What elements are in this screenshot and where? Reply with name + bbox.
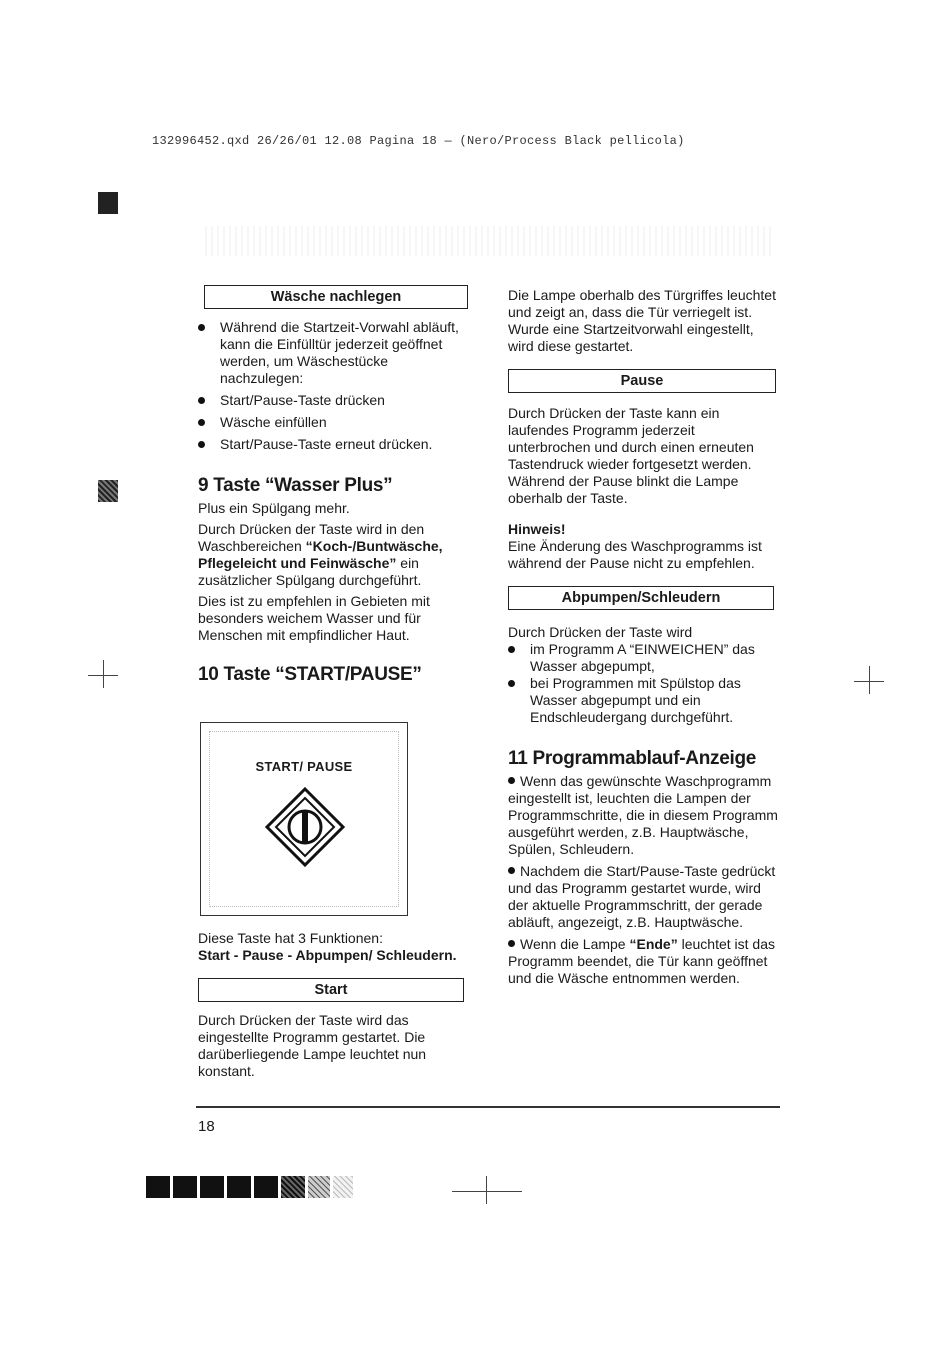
section-title-abpumpen: Abpumpen/Schleudern xyxy=(508,586,774,610)
intro-paragraph-2: Wurde eine Startzeitvorwahl eingestellt, wird diese gestartet. xyxy=(508,321,754,354)
section-title-start: Start xyxy=(198,978,464,1002)
start-pause-button-icon xyxy=(263,785,347,869)
functions-list: Start - Pause - Abpumpen/ Schleudern. xyxy=(198,947,457,963)
section-heading-9: 9 Taste “Wasser Plus” xyxy=(198,475,393,496)
list-item: Start/Pause-Taste drücken xyxy=(198,392,470,409)
right-column xyxy=(508,287,780,987)
list-item: bei Programmen mit Spülstop das Wasser abgepumpt und ein Endschleudergang durchgeführt. xyxy=(508,675,780,726)
intro-paragraph-1: Die Lampe oberhalb des Türgriffes leuchtet und zeigt an, dass die Tür verriegelt ist. xyxy=(508,287,776,320)
hinweis-title: Hinweis! xyxy=(508,521,566,537)
list-item: Während die Startzeit-Vorwahl abläuft, kann die Einfülltür jederzeit geöffnet werden, um Wäschestücke nachzulegen: xyxy=(198,319,470,387)
section-9-paragraph-2: Dies ist zu empfehlen in Gebieten mit besonders weichem Wasser und für Menschen mit empfindlicher Haut. xyxy=(198,593,430,643)
section-9-intro: Plus ein Spülgang mehr. xyxy=(198,500,350,516)
list-item: Wäsche einfüllen xyxy=(198,414,470,431)
pause-text: Durch Drücken der Taste kann ein laufendes Programm jederzeit unterbrochen und durch einen erneuten Tastendruck wieder fortgesetzt werden. Während der Pause blinkt die Lampe oberhalb der Taste. xyxy=(508,405,754,506)
density-bar xyxy=(146,1176,356,1198)
section-heading-11: 11 Programmablauf-Anzeige xyxy=(508,748,757,769)
functions-intro: Diese Taste hat 3 Funktionen: xyxy=(198,930,383,946)
list-item: im Programm A “EINWEICHEN” das Wasser abgepumpt, xyxy=(508,641,780,675)
print-header: 132996452.qxd 26/26/01 12.08 Pagina 18 — (Nero/Process Black pellicola) xyxy=(152,134,685,148)
list-item: Start/Pause-Taste erneut drücken. xyxy=(198,436,470,453)
section-11-paragraph-2: Nachdem die Start/Pause-Taste gedrückt und das Programm gestartet wurde, wird der aktuelle Programmschritt, der gerade abläuft, angezeigt, z.B. Hauptwäsche. xyxy=(508,863,776,930)
section-title-pause: Pause xyxy=(508,369,776,393)
page-number: 18 xyxy=(198,1118,215,1135)
section-11-paragraph-3: Wenn die Lampe “Ende” leuchtet ist das Programm beendet, die Tür kann geöffnet und die Wäsche entnommen werden. xyxy=(508,936,775,986)
crop-mark-left xyxy=(88,660,118,690)
footer-rule xyxy=(196,1106,780,1108)
left-column-lower xyxy=(198,930,470,1080)
left-column xyxy=(198,285,470,683)
scan-noise-band xyxy=(205,226,775,256)
crop-mark-right xyxy=(852,666,886,696)
abpumpen-intro: Durch Drücken der Taste wird xyxy=(508,624,693,640)
section-title-waesche-nachlegen: Wäsche nachlegen xyxy=(204,285,468,309)
registration-square-top xyxy=(98,192,118,214)
panel-label: START/ PAUSE xyxy=(255,759,353,774)
crop-mark-bottom xyxy=(452,1176,522,1206)
section-11-paragraph-1: Wenn das gewünschte Waschprogramm eingestellt ist, leuchten die Lampen der Programmschritte, die in diesem Programm ausgeführt werden, z.B. Hauptwäsche, Spülen, Schleudern. xyxy=(508,773,778,857)
start-pause-panel-illustration xyxy=(200,722,408,916)
section-heading-10: 10 Taste “START/PAUSE” xyxy=(198,664,422,685)
section-9-paragraph-1: Durch Drücken der Taste wird in den Waschbereichen “Koch-/Buntwäsche, Pflegeleicht und Feinwäsche” ein zusätzlicher Spülgang durchgeführt. xyxy=(198,521,443,588)
start-text: Durch Drücken der Taste wird das eingestellte Programm gestartet. Die darüberliegende Lampe leuchtet nun konstant. xyxy=(198,1012,427,1079)
hinweis-text: Eine Änderung des Waschprogramms ist während der Pause nicht zu empfehlen. xyxy=(508,538,762,571)
registration-square-mid xyxy=(98,480,118,502)
